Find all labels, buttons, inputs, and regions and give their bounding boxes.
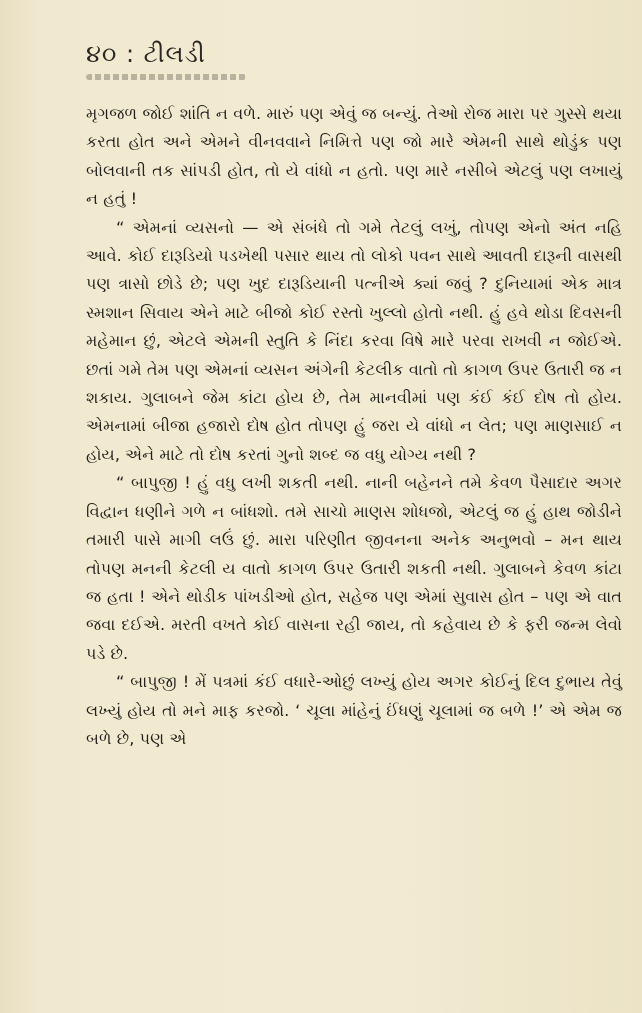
page-header: ૪૦ : ટીલડી bbox=[86, 40, 206, 68]
paragraph-1: મૃગજળ જોઈ શાંતિ ન વળે. મારું પણ એવું જ બન્યું. તેઓ રોજ મારા પર ગુસ્સે થયા કરતા હોત અને એમને વીનવવાને નિમિત્તે પણ જો મારે એમની સાથે થોડુંક પણ બોલવાની તક સાંપડી હોત, તો યે વાંધો ન હતો. પણ મારે નસીબે એટલું પણ લખાયું ન હતું ! bbox=[86, 104, 622, 209]
header-decorative-rule bbox=[86, 74, 246, 80]
paragraph-4: “ બાપુજી ! મેં પત્રમાં કંઈ વધારે-ઓછું લખ્યું હોય અગર કોઈનું દિલ દુભાય તેવું લખ્યું હોય તો મને માફ કરજો. ‘ ચૂલા માંહેનું ઈંધણું ચૂલામાં જ બળે !’ એ એમ જ બળે છે, પણ એ bbox=[86, 672, 622, 748]
paragraph-3: “ બાપુજી ! હું વધુ લખી શકતી નથી. નાની બહેનને તમે કેવળ પૈસાદાર અગર વિદ્વાન ધણીને ગળે ન બાંધશો. તમે સાચો માણસ શોધજો, એટલું જ હું હાથ જોડીને તમારી પાસે માગી લઉં છું. મારા પરિણીત જીવનના અનેક અનુભવો – મન થાય તોપણ મનની કેટલી ય વાતો કાગળ ઉપર ઉતારી શકતી નથી. ગુલાબને કેવળ કાંટા જ હતા ! એને થોડીક પાંખડીઓ હોત, સહેજ પણ એમાં સુવાસ હોત – પણ એ વાત જવા દઈએ. મરતી વખતે કોઈ વાસના રહી જાય, તો કહેવાય છે કે ફરી જન્મ લેવો પડે છે. bbox=[86, 473, 622, 663]
paragraph-2: “ એમનાં વ્યસનો — એ સંબંધે તો ગમે તેટલું લખું, તોપણ એનો અંત નહિ આવે. કોઈ દારૂડિયો પડખેથી પસાર થાય તો લોકો પવન સાથે આવતી દારૂની વાસથી પણ ત્રાસો છોડે છે; પણ ખુદ દારૂડિયાની પત્નીએ ક્યાં જવું ? દુનિયામાં એક માત્ર સ્મશાન સિવાય એને માટે બીજો કોઈ રસ્તો ખુલ્લો હોતો નથી. હું હવે થોડા દિવસની મહેમાન છું, એટલે એમની સ્તુતિ કે નિંદા કરવા વિષે મારે પરવા રાખવી ન જોઈએ. છતાં ગમે તેમ પણ એમનાં વ્યસન અંગેની કેટલીક વાતો તો કાગળ ઉપર ઉતારી જ ન શકાય. ગુલાબને જેમ કાંટા હોય છે, તેમ માનવીમાં પણ કંઈ કંઈ દોષ તો હોય. એમનામાં બીજા હજારો દોષ હોત તોપણ હું જરા યે વાંધો ન લેત; પણ માણસાઈ ન હોય, એને માટે તો દોષ કરતાં ગુનો શબ્દ જ વધુ યોગ્ય નથી ? bbox=[86, 217, 622, 464]
page-body bbox=[86, 100, 622, 753]
